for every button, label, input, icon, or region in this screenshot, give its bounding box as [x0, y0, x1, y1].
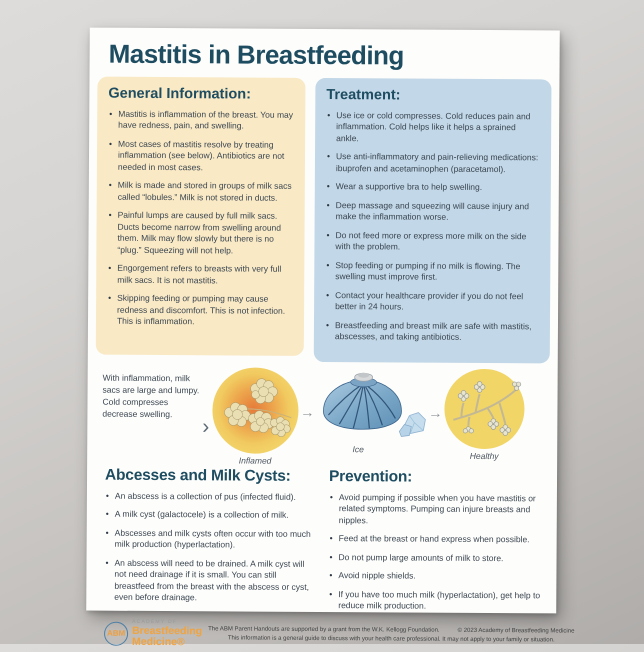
top-columns — [96, 77, 552, 364]
bullet-item: • A milk cyst (galactocele) is a collection of milk. — [105, 509, 317, 522]
abscesses-section — [104, 467, 317, 619]
treatment-list — [325, 110, 539, 344]
bullet-item: • If you have too much milk (hyperlactation), get help to reduce milk production. — [328, 589, 542, 613]
illustration-caption: With inflammation, milk sacs are large and lumpy. Cold compresses decrease swelling. — [102, 372, 200, 419]
bottom-columns — [94, 467, 549, 621]
logo-academy-of: ACADEMY OF — [132, 618, 178, 625]
inflamed-label: Inflamed — [238, 455, 272, 466]
footer — [94, 617, 575, 652]
arrow-right-icon: → — [428, 404, 443, 421]
abscesses-heading: Abcesses and Milk Cysts: — [104, 466, 291, 485]
abm-logo-icon: ABM — [104, 621, 128, 645]
general-information-list — [107, 109, 293, 329]
footer-disclaimer: This information is a general guide to discuss with your health care professional. It may not apply to your family or situation. — [227, 635, 555, 644]
bullet-item: • Do not feed more or express more milk on the side with the problem. — [325, 230, 538, 254]
logo-medicine: Medicine® — [131, 635, 185, 648]
treatment-heading: Treatment: — [326, 87, 401, 104]
bullet-item: • Use anti-inflammatory and pain-relieving medications: ibuprofen and acetaminophen (paracetamol). — [326, 151, 539, 175]
bullet-item: • Feed at the breast or hand express when possible. — [329, 533, 543, 546]
bullet-item: • Wear a supportive bra to help swelling. — [326, 181, 539, 194]
healthy-figure — [443, 368, 526, 461]
illustration-row — [95, 366, 550, 468]
logo-breastfeeding: Breastfeeding — [132, 624, 203, 638]
bullet-item: • Most cases of mastitis resolve by treating inflammation (see below). Antibiotics are not needed in most cases. — [108, 139, 293, 175]
bullet-item: • Stop feeding or pumping if no milk is flowing. The swelling must improve first. — [325, 260, 538, 284]
ice-figure — [315, 367, 428, 455]
page-title: Mastitis in Breastfeeding — [108, 38, 404, 71]
prevention-section — [328, 468, 543, 620]
healthy-label: Healthy — [469, 450, 499, 462]
inflamed-lobules-illustration — [211, 366, 300, 455]
bullet-item: • Mastitis is inflammation of the breast. You may have redness, pain, and swelling. — [108, 109, 293, 133]
bullet-item: • Do not pump large amounts of milk to store. — [329, 552, 543, 565]
ice-label: Ice — [352, 444, 364, 455]
bullet-item: • Avoid pumping if possible when you have mastitis or related symptoms. Pumping can injure breasts and nipples. — [329, 492, 543, 528]
prevention-list — [328, 492, 543, 613]
bullet-item: • Skipping feeding or pumping may cause redness and discomfort. This is not infection. This is inflammation. — [107, 293, 292, 329]
bullet-item: • Painful lumps are caused by full milk sacs. Ducts become narrow from swelling around them. Milk may flow slowly but there is no “plug.” Squeezing will not help. — [107, 210, 292, 257]
bullet-item: • Breastfeeding and breast milk are safe with mastitis, abscesses, and taking antibiotics. — [325, 320, 538, 344]
ice-pack-illustration — [315, 367, 427, 444]
prevention-heading: Prevention: — [328, 468, 413, 486]
bullet-item: • An abscess will need to be drained. A milk cyst will not need drainage if it is small. You can still breastfeed from the breast with the abscess or cyst, even before drainage. — [104, 558, 316, 605]
footer-copyright: © 2023 Academy of Breastfeeding Medicine — [457, 627, 575, 635]
bullet-item: • Use ice or cold compresses. Cold reduces pain and inflammation. Cold helps like it helps a sprained ankle. — [326, 110, 539, 146]
footer-credit: The ABM Parent Handouts are supported by a grant from the W.K. Kellogg Foundation. — [208, 626, 440, 634]
bullet-item: • Deep massage and squeezing will cause injury and make the inflammation worse. — [326, 200, 539, 224]
chevron-right-icon: › — [202, 415, 210, 439]
abscesses-list — [104, 491, 317, 605]
bullet-item: • Contact your healthcare provider if you do not feel better in 24 hours. — [325, 290, 538, 314]
ice-cubes-illustration — [399, 412, 425, 436]
bullet-item: • An abscess is a collection of pus (infected fluid). — [105, 491, 317, 504]
general-information-box — [96, 77, 306, 356]
bullet-item: • Abscesses and milk cysts often occur with too much milk production (hyperlactation). — [105, 528, 317, 552]
inflamed-figure — [211, 366, 300, 466]
bullet-item: • Engorgement refers to breasts with very full milk sacs. It is not mastitis. — [107, 263, 292, 287]
bullet-item: • Avoid nipple shields. — [328, 570, 542, 583]
general-information-heading: General Information: — [108, 85, 252, 103]
bullet-item: • Milk is made and stored in groups of milk sacs called “lobules.” Milk is not stored in ducts. — [108, 180, 293, 204]
arrow-right-icon: → — [300, 403, 315, 420]
poster — [86, 28, 575, 648]
footer-fineprint — [208, 625, 574, 645]
treatment-box — [314, 78, 552, 363]
healthy-ducts-illustration — [443, 368, 525, 450]
